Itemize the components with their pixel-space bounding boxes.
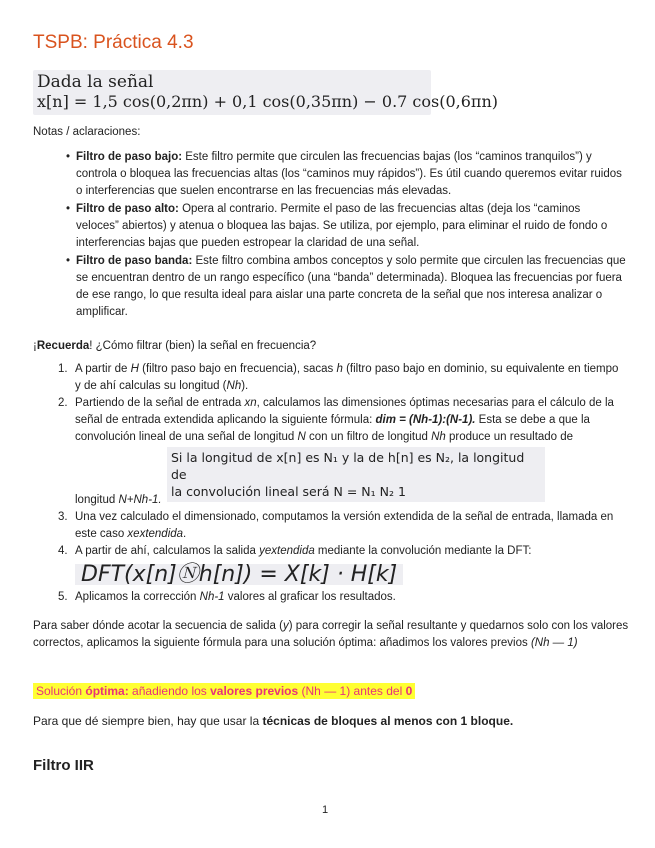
highlight-text: añadiendo los	[128, 684, 211, 698]
step-text: con un filtro de longitud	[305, 431, 432, 443]
step-italic: xn	[244, 397, 257, 409]
step-italic: h	[336, 363, 343, 375]
recuerda-prefix: ¡	[33, 340, 37, 352]
note-bandpass	[66, 253, 626, 321]
convolution-box-line: Si la longitud de x[n] es N₁ y la de h[n] es N₂, la longitud de	[171, 450, 525, 482]
signal-equation: x[n] = 1,5 cos(0,2πn) + 0,1 cos(0,35πn) − 0.7 cos(0,6πn)	[37, 92, 498, 111]
step-text: Aplicamos la corrección	[75, 591, 200, 603]
note-term: Filtro de paso banda:	[76, 255, 193, 267]
output-range-paragraph	[33, 618, 633, 652]
step-text: valores al graficar los resultados.	[224, 591, 396, 603]
step-2-tail	[75, 492, 626, 509]
step-text: .	[183, 528, 187, 540]
step-3	[58, 509, 626, 543]
step-italic: N+Nh-1.	[118, 494, 162, 506]
note-text: Este filtro combina ambos conceptos y solo permite que circulen las frecuencias que se encuentran dentro de un rango específico (una “banda” determinada). Bloquea las frecuencias por fuera de ese rango, lo que resulta ideal para aislar una parte concreta de la señal que nos interesa analizar o amplificar.	[76, 255, 626, 318]
step-text: (filtro paso bajo en dominio, su equivalente en tiempo y de ahí calculas su longitud (	[75, 363, 619, 392]
step-italic: Nh	[226, 380, 242, 392]
dft-formula: DFT(x[n]Ⓝh[n]) = X[k] · H[k]	[75, 564, 403, 585]
highlight-bold: 0	[405, 684, 413, 698]
para-bold: técnicas de bloques al menos con 1 bloque.	[262, 714, 514, 728]
optimal-solution-highlight	[33, 683, 415, 699]
note-term: Filtro de paso bajo:	[76, 151, 183, 163]
step-text: A partir de ahí, calculamos la salida	[75, 545, 260, 557]
step-2	[58, 395, 626, 519]
step-italic: xextendida	[127, 528, 184, 540]
step-1	[58, 361, 626, 395]
formula-intro: Dada la señal	[37, 72, 154, 92]
step-number: 4.	[58, 545, 68, 557]
notes-list	[66, 149, 626, 322]
step-number: 5.	[58, 591, 68, 603]
step-text: ).	[241, 380, 249, 392]
step-text: Una vez calculado el dimensionado, computamos la versión extendida de la señal de entrada, llamada en este caso	[75, 511, 614, 540]
signal-formula-box	[33, 70, 498, 115]
step-italic: Nh	[431, 431, 446, 443]
para-italic: (Nh — 1)	[530, 637, 578, 649]
convolution-box-line: la convolución lineal será N = N₁ N₂ 1	[171, 484, 406, 499]
step-text: A partir de	[75, 363, 131, 375]
highlight-text: Solución	[36, 684, 86, 698]
step-text: , calculamos las dimensiones óptimas necesarias para el cálculo de la señal de entrada extendida aplicando la siguiente fórmula:	[75, 397, 614, 426]
para-text: Para que dé siempre bien, hay que usar la	[33, 714, 263, 728]
dim-formula: dim = (Nh-1):(N-1).	[375, 414, 476, 426]
step-number: 1.	[58, 363, 68, 375]
step-italic: yextendida	[259, 545, 315, 557]
step-text: Partiendo de la señal de entrada	[75, 397, 245, 409]
para-italic: y	[282, 620, 289, 632]
step-text: produce un resultado de	[445, 431, 574, 443]
highlight-bold: óptima:	[85, 684, 129, 698]
highlight-text: (Nh — 1) antes del	[298, 684, 406, 698]
step-number: 3.	[58, 511, 68, 523]
step-number: 2.	[58, 397, 68, 409]
step-text: longitud	[75, 494, 119, 506]
para-text: ) para corregir la señal resultante y quedarnos solo con los valores correctos, aplicamos la siguiente fórmula para una solución óptima: añadimos los valores previos	[33, 620, 629, 649]
highlight-bold: valores previos	[210, 684, 299, 698]
recuerda-line	[33, 338, 316, 355]
note-lowpass	[66, 149, 626, 200]
recuerda-bold: Recuerda	[36, 340, 90, 352]
page-number: 1	[322, 804, 329, 816]
para-text: Para saber dónde acotar la secuencia de salida (	[33, 620, 283, 632]
note-text: Opera al contrario. Permite el paso de las frecuencias altas (deja los “caminos veloces” abiertos) y atenua o bloquea las bajas. Se utiliza, por ejemplo, para eliminar el ruido de fondo o interferencias bajas que pueden estropear la claridad de una señal.	[76, 203, 608, 249]
step-text: Esta se debe a que la convolución lineal de una señal de longitud	[75, 414, 590, 443]
note-highpass	[66, 201, 626, 252]
section-title-iir: Filtro IIR	[33, 757, 94, 774]
step-italic: H	[130, 363, 139, 375]
step-text: (filtro paso bajo en frecuencia), sacas	[138, 363, 337, 375]
steps-list	[58, 361, 626, 606]
recuerda-rest: ! ¿Cómo filtrar (bien) la señal en frecuencia?	[89, 340, 317, 352]
step-italic: Nh-1	[199, 591, 225, 603]
note-text: Este filtro permite que circulen las frecuencias bajas (los “caminos tranquilos”) y controla o bloquea las frecuencias altas (los “caminos muy rápidos”). Es útil cuando queremos evitar ruidos o interferencias que suelen encontrarse en las frecuencias más elevadas.	[76, 151, 622, 197]
step-4	[58, 543, 626, 589]
blocks-paragraph	[33, 714, 513, 728]
step-5	[58, 589, 626, 606]
step-italic: N	[297, 431, 306, 443]
page-title: TSPB: Práctica 4.3	[33, 32, 194, 53]
note-term: Filtro de paso alto:	[76, 203, 179, 215]
step-text: mediante la convolución mediante la DFT:	[314, 545, 532, 557]
notes-heading: Notas / aclaraciones:	[33, 126, 141, 138]
